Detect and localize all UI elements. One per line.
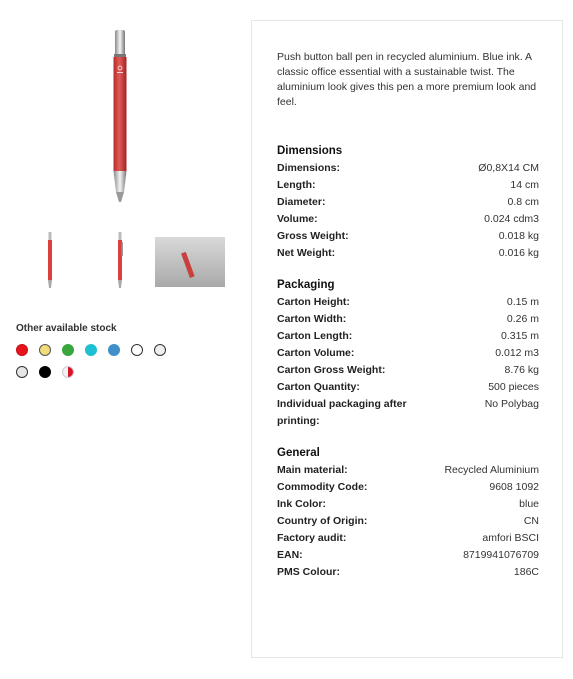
swatch-red[interactable]	[16, 344, 28, 356]
spec-label: Net Weight:	[277, 247, 336, 259]
spec-row	[277, 396, 539, 430]
swatch-row-1	[16, 344, 176, 356]
spec-row	[277, 311, 539, 328]
spec-row	[277, 530, 539, 547]
swatch-blue[interactable]	[108, 344, 120, 356]
spec-value: Recycled Aluminium	[444, 464, 539, 476]
spec-value: 0.018 kg	[498, 230, 539, 242]
spec-value: 0.016 kg	[498, 247, 539, 259]
spec-label: Volume:	[277, 213, 318, 225]
product-description: Push button ball pen in recycled aluminium. Blue ink. A classic office essential with a sustainable twist. The aluminium look gives this pen a more premium look and feel.	[277, 51, 537, 108]
spec-row	[277, 194, 539, 211]
spec-label: Gross Weight:	[277, 230, 349, 242]
spec-label: Length:	[277, 179, 316, 191]
thumbnail-pen-front	[46, 230, 54, 292]
main-product-image	[40, 20, 200, 220]
spec-row	[277, 513, 539, 530]
spec-row	[277, 228, 539, 245]
spec-row	[277, 328, 539, 345]
thumbnail-gallery	[16, 230, 231, 294]
spec-value: 500 pieces	[488, 381, 539, 393]
spec-value: 14 cm	[510, 179, 539, 191]
general-heading: General	[277, 447, 320, 459]
spec-row	[277, 245, 539, 262]
spec-label: Country of Origin:	[277, 515, 368, 527]
spec-value: 0.315 m	[501, 330, 539, 342]
spec-row	[277, 564, 539, 581]
dimensions-section	[277, 145, 539, 262]
spec-row	[277, 160, 539, 177]
spec-row	[277, 547, 539, 564]
spec-value: 8.76 kg	[504, 364, 539, 376]
spec-value: 8719941076709	[463, 549, 539, 561]
spec-label: Carton Quantity:	[277, 381, 360, 393]
spec-label: Ink Color:	[277, 498, 326, 510]
spec-value: CN	[523, 515, 539, 527]
spec-label: EAN:	[277, 549, 303, 561]
spec-row	[277, 177, 539, 194]
spec-value: 186C	[513, 566, 539, 578]
spec-row	[277, 345, 539, 362]
product-details-panel	[251, 20, 563, 658]
spec-label: Dimensions:	[277, 162, 341, 174]
swatch-white[interactable]	[131, 344, 143, 356]
spec-label: PMS Colour:	[277, 566, 340, 578]
other-stock-title: Other available stock	[16, 323, 117, 334]
spec-label: Carton Gross Weight:	[277, 364, 386, 376]
thumbnail-pen-lifestyle	[155, 237, 225, 287]
spec-value: 0.15 m	[506, 296, 539, 308]
spec-label: Factory audit:	[277, 532, 347, 544]
spec-label: Carton Width:	[277, 313, 347, 325]
spec-row	[277, 362, 539, 379]
swatch-black[interactable]	[39, 366, 51, 378]
spec-row	[277, 479, 539, 496]
spec-label: Individual packaging after printing:	[277, 398, 407, 427]
dimensions-heading: Dimensions	[277, 145, 343, 157]
spec-row	[277, 211, 539, 228]
spec-value: 0.024 cdm3	[484, 213, 539, 225]
spec-row	[277, 294, 539, 311]
spec-label: Diameter:	[277, 196, 326, 208]
swatch-turquoise[interactable]	[85, 344, 97, 356]
color-swatches	[16, 344, 176, 388]
thumbnail-3[interactable]	[155, 237, 225, 287]
spec-row	[277, 496, 539, 513]
thumbnail-2[interactable]	[86, 230, 154, 292]
spec-row	[277, 462, 539, 479]
swatch-green[interactable]	[62, 344, 74, 356]
packaging-heading: Packaging	[277, 279, 335, 291]
swatch-yellow[interactable]	[39, 344, 51, 356]
swatch-half-red[interactable]	[62, 366, 74, 378]
spec-value: 0.26 m	[506, 313, 539, 325]
thumbnail-pen-side	[115, 230, 125, 292]
spec-value: amfori BSCI	[482, 532, 539, 544]
thumbnail-1[interactable]	[16, 230, 84, 292]
spec-label: Main material:	[277, 464, 348, 476]
spec-row	[277, 379, 539, 396]
spec-label: Carton Volume:	[277, 347, 355, 359]
swatch-light-grey[interactable]	[154, 344, 166, 356]
spec-value: 9608 1092	[489, 481, 539, 493]
swatch-silver[interactable]	[16, 366, 28, 378]
spec-label: Carton Height:	[277, 296, 350, 308]
general-section	[277, 447, 539, 581]
spec-label: Commodity Code:	[277, 481, 368, 493]
spec-value: No Polybag	[484, 398, 539, 410]
spec-value: Ø0,8X14 CM	[478, 162, 539, 174]
swatch-row-2	[16, 366, 176, 378]
pen-image	[105, 20, 135, 210]
spec-value: 0.8 cm	[507, 196, 539, 208]
spec-value: blue	[519, 498, 539, 510]
spec-label: Carton Length:	[277, 330, 353, 342]
packaging-section	[277, 279, 539, 430]
spec-value: 0.012 m3	[495, 347, 539, 359]
